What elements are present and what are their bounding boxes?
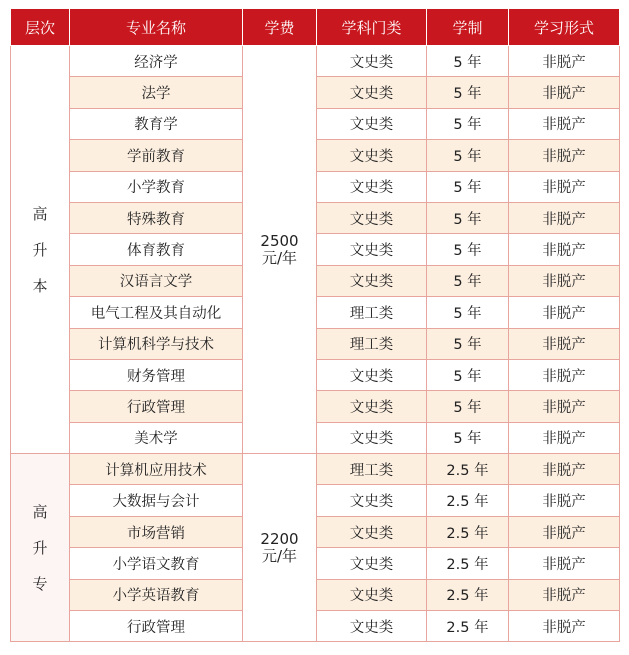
category-cell: 文史类	[317, 265, 427, 296]
major-cell: 市场营销	[70, 516, 243, 547]
level-char: 本	[32, 276, 48, 295]
duration-cell: 2.5 年	[427, 611, 509, 642]
category-cell: 文史类	[317, 359, 427, 390]
major-cell: 特殊教育	[70, 202, 243, 233]
study-form-cell: 非脱产	[509, 77, 620, 108]
level-char: 高	[32, 502, 48, 521]
study-form-cell: 非脱产	[509, 140, 620, 171]
duration-cell: 2.5 年	[427, 516, 509, 547]
level-label	[32, 494, 47, 602]
category-cell: 文史类	[317, 140, 427, 171]
major-cell: 汉语言文学	[70, 265, 243, 296]
tuition-table	[10, 8, 620, 642]
study-form-cell: 非脱产	[509, 516, 620, 547]
duration-cell: 5 年	[427, 391, 509, 422]
study-form-cell: 非脱产	[509, 548, 620, 579]
level-label	[32, 196, 47, 304]
header-category: 学科门类	[317, 9, 427, 46]
major-cell: 计算机科学与技术	[70, 328, 243, 359]
category-cell: 文史类	[317, 548, 427, 579]
major-cell: 计算机应用技术	[70, 454, 243, 485]
study-form-cell: 非脱产	[509, 454, 620, 485]
duration-cell: 5 年	[427, 108, 509, 139]
tuition-cell	[243, 46, 317, 454]
category-cell: 理工类	[317, 454, 427, 485]
major-cell: 小学英语教育	[70, 579, 243, 610]
duration-cell: 2.5 年	[427, 454, 509, 485]
study-form-cell: 非脱产	[509, 265, 620, 296]
tuition-amount: 2500	[260, 231, 299, 250]
duration-cell: 5 年	[427, 422, 509, 453]
major-cell: 电气工程及其自动化	[70, 297, 243, 328]
tuition-amount: 2200	[260, 529, 299, 548]
study-form-cell: 非脱产	[509, 422, 620, 453]
duration-cell: 2.5 年	[427, 579, 509, 610]
category-cell: 理工类	[317, 297, 427, 328]
header-major: 专业名称	[70, 9, 243, 46]
major-cell: 行政管理	[70, 611, 243, 642]
duration-cell: 5 年	[427, 265, 509, 296]
category-cell: 文史类	[317, 391, 427, 422]
category-cell: 文史类	[317, 579, 427, 610]
duration-cell: 5 年	[427, 77, 509, 108]
study-form-cell: 非脱产	[509, 485, 620, 516]
level-cell	[11, 46, 70, 454]
study-form-cell: 非脱产	[509, 46, 620, 77]
study-form-cell: 非脱产	[509, 202, 620, 233]
header-level: 层次	[11, 9, 70, 46]
duration-cell: 5 年	[427, 359, 509, 390]
category-cell: 文史类	[317, 234, 427, 265]
major-cell: 教育学	[70, 108, 243, 139]
major-cell: 学前教育	[70, 140, 243, 171]
tuition-unit: 元/年	[261, 546, 298, 565]
category-cell: 文史类	[317, 77, 427, 108]
study-form-cell: 非脱产	[509, 108, 620, 139]
major-cell: 法学	[70, 77, 243, 108]
study-form-cell: 非脱产	[509, 359, 620, 390]
level-cell	[11, 454, 70, 642]
category-cell: 文史类	[317, 108, 427, 139]
study-form-cell: 非脱产	[509, 171, 620, 202]
category-cell: 理工类	[317, 328, 427, 359]
study-form-cell: 非脱产	[509, 391, 620, 422]
study-form-cell: 非脱产	[509, 579, 620, 610]
category-cell: 文史类	[317, 202, 427, 233]
category-cell: 文史类	[317, 46, 427, 77]
duration-cell: 5 年	[427, 171, 509, 202]
major-cell: 美术学	[70, 422, 243, 453]
table-row	[11, 454, 620, 485]
table-row	[11, 46, 620, 77]
study-form-cell: 非脱产	[509, 234, 620, 265]
duration-cell: 5 年	[427, 202, 509, 233]
duration-cell: 5 年	[427, 46, 509, 77]
duration-cell: 5 年	[427, 140, 509, 171]
category-cell: 文史类	[317, 171, 427, 202]
study-form-cell: 非脱产	[509, 328, 620, 359]
major-cell: 行政管理	[70, 391, 243, 422]
major-cell: 小学教育	[70, 171, 243, 202]
header-study-form: 学习形式	[509, 9, 620, 46]
major-cell: 大数据与会计	[70, 485, 243, 516]
duration-cell: 5 年	[427, 234, 509, 265]
level-char: 升	[32, 240, 48, 259]
major-cell: 财务管理	[70, 359, 243, 390]
duration-cell: 5 年	[427, 328, 509, 359]
level-char: 高	[32, 204, 48, 223]
category-cell: 文史类	[317, 485, 427, 516]
major-cell: 体育教育	[70, 234, 243, 265]
header-row	[11, 9, 620, 46]
duration-cell: 5 年	[427, 297, 509, 328]
tuition-table-container	[10, 8, 619, 642]
tuition-cell	[243, 454, 317, 642]
header-duration: 学制	[427, 9, 509, 46]
header-tuition: 学费	[243, 9, 317, 46]
duration-cell: 2.5 年	[427, 485, 509, 516]
study-form-cell: 非脱产	[509, 297, 620, 328]
major-cell: 小学语文教育	[70, 548, 243, 579]
category-cell: 文史类	[317, 516, 427, 547]
category-cell: 文史类	[317, 422, 427, 453]
category-cell: 文史类	[317, 611, 427, 642]
tuition-unit: 元/年	[261, 248, 298, 267]
study-form-cell: 非脱产	[509, 611, 620, 642]
level-char: 升	[32, 538, 48, 557]
major-cell: 经济学	[70, 46, 243, 77]
table-body	[11, 46, 620, 642]
duration-cell: 2.5 年	[427, 548, 509, 579]
level-char: 专	[32, 574, 48, 593]
